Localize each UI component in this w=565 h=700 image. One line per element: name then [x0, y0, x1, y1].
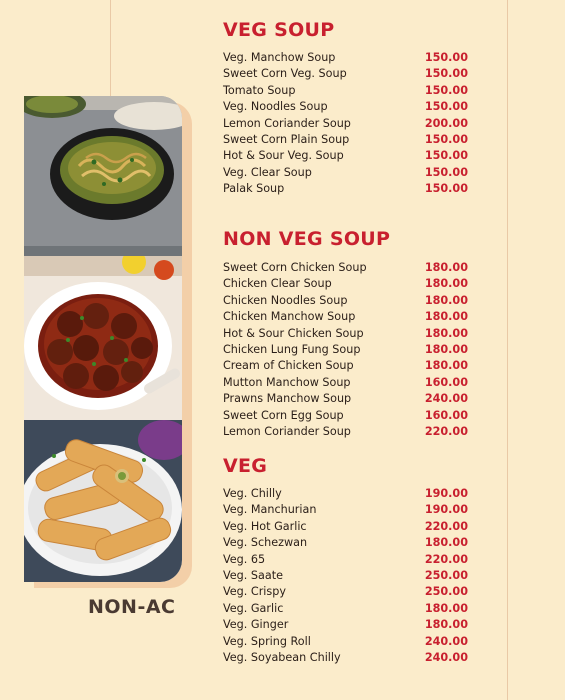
menu-item: [223, 181, 468, 197]
item-name: Lemon Coriander Soup: [223, 424, 351, 438]
item-name: Cream of Chicken Soup: [223, 359, 354, 373]
item-name: Prawns Manchow Soup: [223, 392, 352, 406]
menu-item: [223, 260, 468, 276]
item-name: Veg. Soyabean Chilly: [223, 650, 341, 664]
section-title-veg: VEG: [223, 455, 268, 477]
veg-soup-list: [223, 50, 468, 198]
menu-item: [223, 99, 468, 115]
item-name: Veg. Saate: [223, 568, 283, 582]
item-name: Veg. Chilly: [223, 487, 282, 500]
item-price: 240.00: [424, 650, 468, 664]
menu-item: [223, 601, 468, 617]
item-name: Veg. Clear Soup: [223, 165, 312, 179]
section-title-non-veg-soup: NON VEG SOUP: [223, 228, 391, 250]
item-name: Veg. 65: [223, 552, 266, 566]
item-name: Sweet Corn Veg. Soup: [223, 67, 347, 81]
item-price: 250.00: [424, 585, 468, 599]
item-price: 150.00: [424, 51, 468, 64]
item-price: 180.00: [424, 310, 468, 324]
item-name: Chicken Noodles Soup: [223, 293, 348, 307]
menu-item: [223, 552, 468, 568]
item-price: 160.00: [424, 408, 468, 422]
menu-item: [223, 293, 468, 309]
menu-item: [223, 132, 468, 148]
menu-item: [223, 50, 468, 66]
menu-item: [223, 424, 468, 440]
item-name: Hot & Sour Veg. Soup: [223, 149, 344, 163]
item-name: Veg. Crispy: [223, 585, 286, 599]
item-price: 150.00: [424, 165, 468, 179]
menu-item: [223, 391, 468, 407]
item-name: Veg. Manchurian: [223, 503, 317, 517]
menu-item: [223, 650, 468, 666]
item-name: Mutton Manchow Soup: [223, 375, 351, 389]
item-name: Sweet Corn Plain Soup: [223, 132, 350, 146]
item-price: 180.00: [424, 601, 468, 615]
item-name: Veg. Manchow Soup: [223, 51, 336, 64]
item-price: 150.00: [424, 149, 468, 163]
menu-item: [223, 66, 468, 82]
section-title-veg-soup: VEG SOUP: [223, 19, 335, 41]
item-name: Tomato Soup: [223, 83, 296, 97]
item-price: 180.00: [424, 536, 468, 550]
menu-item: [223, 148, 468, 164]
item-name: Chicken Clear Soup: [223, 277, 332, 291]
menu-item: [223, 519, 468, 535]
item-price: 190.00: [424, 503, 468, 517]
item-price: 150.00: [424, 67, 468, 81]
noodle-soup-image: [24, 96, 182, 256]
manchurian-gravy-image: [24, 256, 182, 420]
item-price: 180.00: [424, 342, 468, 356]
menu-item: [223, 568, 468, 584]
item-price: 180.00: [424, 261, 468, 274]
item-price: 190.00: [424, 487, 468, 500]
item-name: Sweet Corn Chicken Soup: [223, 261, 367, 274]
item-price: 150.00: [424, 132, 468, 146]
item-name: Sweet Corn Egg Soup: [223, 408, 344, 422]
menu-item: [223, 358, 468, 374]
item-price: 150.00: [424, 83, 468, 97]
item-name: Veg. Hot Garlic: [223, 519, 307, 533]
item-price: 180.00: [424, 359, 468, 373]
item-price: 220.00: [424, 552, 468, 566]
menu-item: [223, 165, 468, 181]
item-name: Chicken Manchow Soup: [223, 310, 356, 324]
item-price: 180.00: [424, 618, 468, 632]
item-price: 180.00: [424, 326, 468, 340]
item-price: 180.00: [424, 277, 468, 291]
menu-item: [223, 276, 468, 292]
menu-item: [223, 617, 468, 633]
item-price: 240.00: [424, 634, 468, 648]
item-name: Veg. Schezwan: [223, 536, 308, 550]
frame-line-left: [110, 0, 111, 96]
item-name: Chicken Lung Fung Soup: [223, 342, 361, 356]
item-price: 220.00: [424, 424, 468, 438]
menu-item: [223, 502, 468, 518]
frame-line-right: [507, 0, 508, 700]
menu-item: [223, 375, 468, 391]
item-price: 150.00: [424, 182, 468, 196]
item-price: 240.00: [424, 392, 468, 406]
menu-item: [223, 83, 468, 99]
menu-item: [223, 326, 468, 342]
non-ac-label: NON-AC: [88, 596, 176, 618]
item-price: 220.00: [424, 519, 468, 533]
item-name: Lemon Coriander Soup: [223, 116, 351, 130]
item-price: 150.00: [424, 100, 468, 114]
veg-list: [223, 486, 468, 666]
item-name: Veg. Noodles Soup: [223, 100, 328, 114]
item-name: Veg. Spring Roll: [223, 634, 311, 648]
item-name: Palak Soup: [223, 182, 285, 196]
spring-rolls-image: [24, 420, 182, 582]
item-price: 250.00: [424, 568, 468, 582]
menu-item: [223, 584, 468, 600]
menu-item: [223, 342, 468, 358]
non-veg-soup-list: [223, 260, 468, 440]
menu-item: [223, 116, 468, 132]
menu-item: [223, 309, 468, 325]
menu-item: [223, 408, 468, 424]
item-name: Veg. Garlic: [223, 601, 284, 615]
item-price: 200.00: [424, 116, 468, 130]
item-price: 180.00: [424, 293, 468, 307]
item-price: 160.00: [424, 375, 468, 389]
item-name: Veg. Ginger: [223, 618, 289, 632]
item-name: Hot & Sour Chicken Soup: [223, 326, 364, 340]
menu-item: [223, 535, 468, 551]
food-photo-strip: [24, 96, 182, 582]
menu-item: [223, 634, 468, 650]
menu-item: [223, 486, 468, 502]
